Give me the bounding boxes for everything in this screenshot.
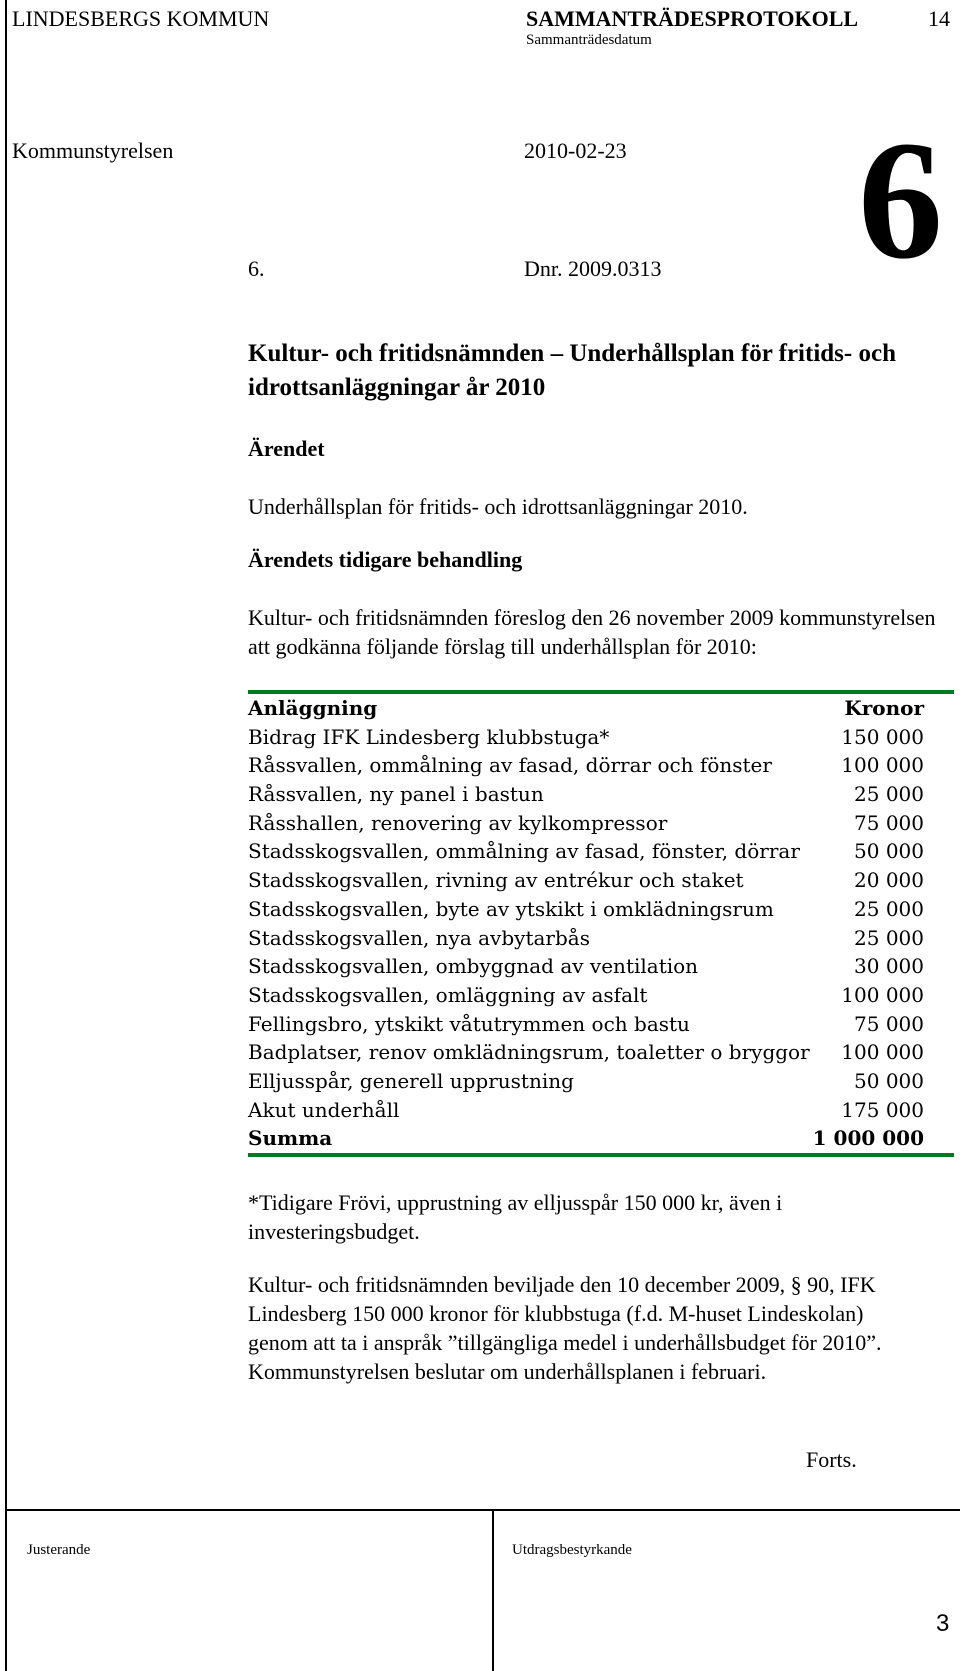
table-sum-row [248,1124,954,1153]
table-row [248,723,954,752]
footnote: *Tidigare Frövi, upprustning av elljusspår 150 000 kr, även i investeringsbudget. [248,1190,783,1244]
footer-center-divider [492,1509,494,1671]
facility-name: Stadsskogsvallen, rivning av entrékur och staket [248,868,744,893]
body-name: Kommunstyrelsen [12,138,174,163]
meeting-date-label: Sammanträdesdatum [526,32,652,48]
arendet-text: Underhållsplan för fritids- och idrottsanläggningar 2010. [248,494,748,519]
section-heading-tidigare: Ärendets tidigare behandling [248,547,523,572]
column-header-facility: Anläggning [248,696,378,720]
sum-label: Summa [248,1126,333,1151]
table-row [248,981,954,1010]
left-border [5,0,7,1510]
amount: 175 000 [841,1097,924,1122]
amount: 75 000 [854,810,924,835]
page-number: 3 [936,1610,950,1637]
table-row [248,866,954,895]
amount: 30 000 [854,954,924,979]
amount: 150 000 [841,724,924,749]
amount: 100 000 [841,982,924,1007]
table-row [248,924,954,953]
table-row [248,1067,954,1096]
facility-name: Råssvallen, ny panel i bastun [248,782,544,807]
facility-name: Stadsskogsvallen, omläggning av asfalt [248,982,648,1007]
table-row [248,952,954,981]
meeting-date: 2010-02-23 [524,138,627,163]
amount: 25 000 [854,896,924,921]
decision-text: Kultur- och fritidsnämnden beviljade den 10 december 2009, § 90, IFK Lindesberg 150 000 kronor för klubbstuga (f.d. M-huset Lindeskolan) genom att ta i anspråk ”tillgängliga medel i underhållsbudget för 2010”. Kommunstyrelsen beslutar om underhållsplanen i februari. [248,1272,882,1384]
continued-marker: Forts. [806,1447,857,1472]
table-row [248,751,954,780]
column-header-amount: Kronor [844,696,924,720]
facility-name: Råsshallen, renovering av kylkompressor [248,810,668,835]
facility-name: Råssvallen, ommålning av fasad, dörrar och fönster [248,753,772,778]
facility-name: Elljusspår, generell upprustning [248,1068,574,1093]
table-row [248,780,954,809]
facility-name: Akut underhåll [248,1097,400,1122]
table-row [248,1096,954,1125]
table-body [248,723,954,1125]
tidigare-text: Kultur- och fritidsnämnden föreslog den 26 november 2009 kommunstyrelsen att godkänna följande förslag till underhållsplan för 2010: [248,605,936,659]
footer-label-justerande: Justerande [27,1542,91,1558]
table-row [248,895,954,924]
table-row [248,1038,954,1067]
amount: 50 000 [854,839,924,864]
amount: 100 000 [841,1040,924,1065]
facility-name: Badplatser, renov omklädningsrum, toaletter o bryggor [248,1040,810,1065]
sum-amount: 1 000 000 [812,1126,924,1151]
table-bottom-rule [248,1153,954,1157]
left-border-footer [5,1510,7,1671]
maintenance-table [248,690,954,1157]
section-heading-arendet: Ärendet [248,436,325,461]
footer-label-utdrag: Utdragsbestyrkande [512,1542,632,1558]
facility-name: Bidrag IFK Lindesberg klubbstuga* [248,724,610,749]
amount: 100 000 [841,753,924,778]
municipality-name: LINDESBERGS KOMMUN [12,6,270,31]
item-big-number: 6 [858,106,943,294]
facility-name: Stadsskogsvallen, ombyggnad av ventilation [248,954,699,979]
table-row [248,1010,954,1039]
amount: 25 000 [854,782,924,807]
amount: 50 000 [854,1068,924,1093]
footer-divider [5,1509,960,1511]
facility-name: Stadsskogsvallen, nya avbytarbås [248,925,590,950]
amount: 25 000 [854,925,924,950]
facility-name: Stadsskogsvallen, byte av ytskikt i omklädningsrum [248,896,774,921]
item-title: Kultur- och fritidsnämnden – Underhållsplan för fritids- och idrottsanläggningar år 2010 [248,340,896,401]
table-row [248,809,954,838]
protocol-page: 14 [928,6,950,31]
facility-name: Fellingsbro, ytskikt våtutrymmen och bastu [248,1011,690,1036]
amount: 20 000 [854,868,924,893]
amount: 75 000 [854,1011,924,1036]
item-number: 6. [248,256,265,281]
diary-number: Dnr. 2009.0313 [524,256,662,281]
table-header-row [248,694,954,723]
facility-name: Stadsskogsvallen, ommålning av fasad, fönster, dörrar [248,839,800,864]
table-row [248,837,954,866]
document-type: SAMMANTRÄDESPROTOKOLL [526,6,859,31]
